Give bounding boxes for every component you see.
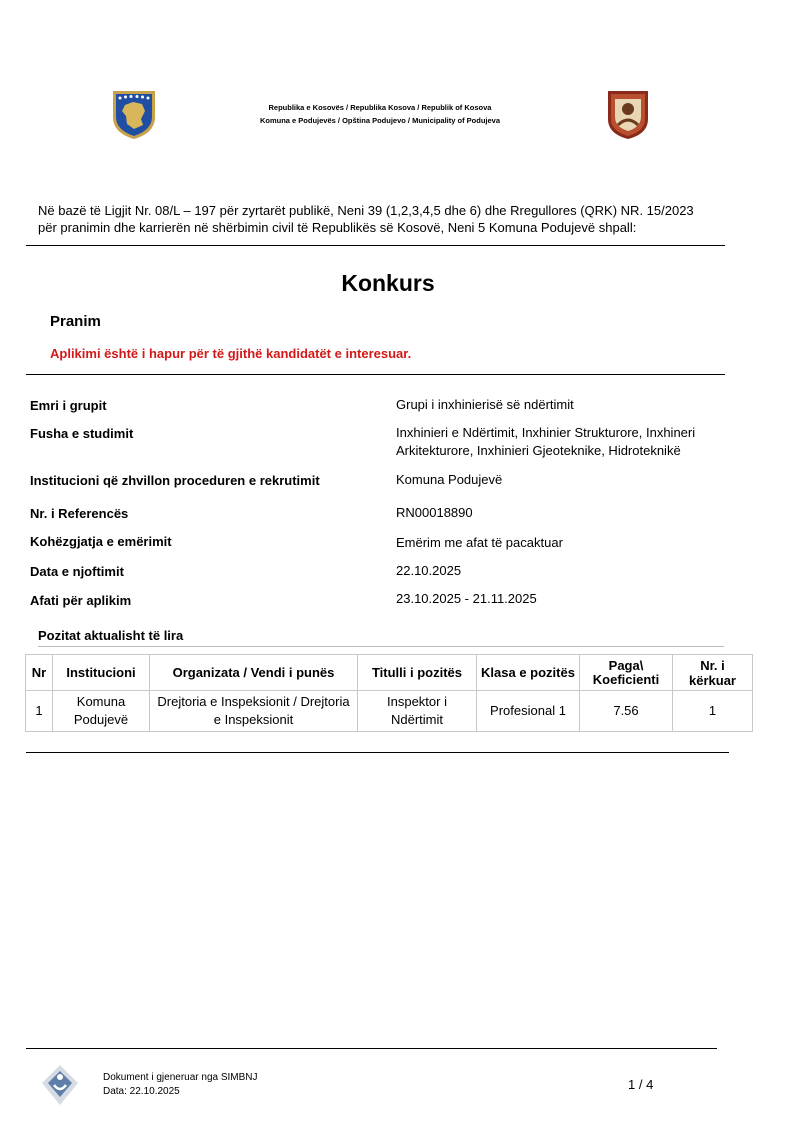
reference-value: RN00018890 — [396, 505, 473, 520]
positions-section-title: Pozitat aktualisht të lira — [38, 628, 184, 643]
open-notice: Aplikimi është i hapur për të gjithë kandidatët e interesuar. — [50, 346, 412, 361]
column-salary-line-2: Koeficienti — [592, 671, 660, 687]
divider — [26, 374, 725, 375]
column-class: Klasa e pozitës — [477, 655, 580, 691]
footer-date: Data: 22.10.2025 — [103, 1086, 180, 1097]
legal-basis-text — [38, 202, 718, 236]
footer-info — [103, 1071, 258, 1099]
cell-position-title-line-1: Inspektor i — [387, 694, 447, 709]
column-salary — [580, 655, 673, 691]
group-value: Grupi i inxhinierisë së ndërtimit — [396, 397, 574, 412]
cell-organization-line-1: Drejtoria e Inspeksionit / Drejtoria — [157, 694, 350, 709]
divider — [26, 752, 729, 753]
duration-value: Emërim me afat të pacaktuar — [396, 535, 563, 550]
institution-value: Komuna Podujevë — [396, 472, 503, 487]
simbnj-logo-icon — [40, 1063, 80, 1107]
header-line-1: Republika e Kosovës / Republika Kosova / Republik of Kosova — [268, 103, 492, 112]
cell-salary: 7.56 — [580, 691, 673, 732]
cell-organization — [150, 691, 358, 732]
notice-date-value: 22.10.2025 — [396, 563, 462, 578]
deadline-label: Afati për aplikim — [30, 593, 132, 608]
column-nr: Nr — [26, 655, 53, 691]
group-label: Emri i grupit — [30, 398, 107, 413]
divider — [26, 245, 725, 246]
footer-generated: Dokument i gjeneruar nga SIMBNJ — [103, 1072, 258, 1083]
table-row — [26, 691, 753, 732]
legal-basis-line-2: për pranimin dhe karrierën në shërbimin civil të Republikës së Kosovë, Neni 5 Komuna Podujevë shpall: — [38, 220, 637, 235]
column-institution: Institucioni — [53, 655, 150, 691]
divider — [38, 646, 724, 647]
notice-date-label: Data e njoftimit — [30, 564, 124, 579]
subtitle: Pranim — [50, 313, 101, 330]
column-position-title: Titulli i pozitës — [358, 655, 477, 691]
field-value-line-2: Arkitekturore, Inxhinieri Gjeoteknike, Hidroteknikë — [396, 443, 681, 458]
reference-label: Nr. i Referencës — [30, 506, 129, 521]
cell-organization-line-2: e Inspeksionit — [213, 712, 294, 727]
deadline-value: 23.10.2025 - 21.11.2025 — [396, 591, 537, 606]
cell-position-title-line-2: Ndërtimit — [390, 712, 443, 727]
page-title: Konkurs — [341, 270, 435, 296]
duration-label: Kohëzgjatja e emërimit — [30, 534, 172, 549]
cell-nr: 1 — [26, 691, 53, 732]
cell-institution-line-2: Podujevë — [73, 712, 129, 727]
cell-required: 1 — [673, 691, 753, 732]
page-number: 1 / 4 — [628, 1077, 654, 1092]
legal-basis-line-1: Në bazë të Ligjit Nr. 08/L – 197 për zyrtarët publikë, Neni 39 (1,2,3,4,5 dhe 6) dhe Rregullores (QRK) NR. 15/2023 — [38, 203, 694, 218]
header-line-2: Komuna e Podujevës / Opština Podujevo / Municipality of Podujeva — [259, 116, 501, 125]
field-value — [396, 424, 736, 460]
field-value-line-1: Inxhinieri e Ndërtimit, Inxhinier Strukturore, Inxhineri — [396, 425, 696, 440]
cell-class: Profesional 1 — [477, 691, 580, 732]
column-salary-line-1: Paga\ — [608, 657, 644, 673]
table-header-row — [26, 655, 753, 691]
podujeva-emblem-icon — [606, 89, 650, 141]
field-label: Fusha e studimit — [30, 426, 134, 441]
positions-table — [25, 654, 753, 732]
column-organization: Organizata / Vendi i punës — [150, 655, 358, 691]
institution-label: Institucioni që zhvillon proceduren e rekrutimit — [30, 473, 320, 488]
cell-institution-line-1: Komuna — [76, 694, 126, 709]
cell-position-title — [358, 691, 477, 732]
column-required: Nr. i kërkuar — [673, 655, 753, 691]
footer-divider — [26, 1048, 717, 1049]
cell-institution — [53, 691, 150, 732]
